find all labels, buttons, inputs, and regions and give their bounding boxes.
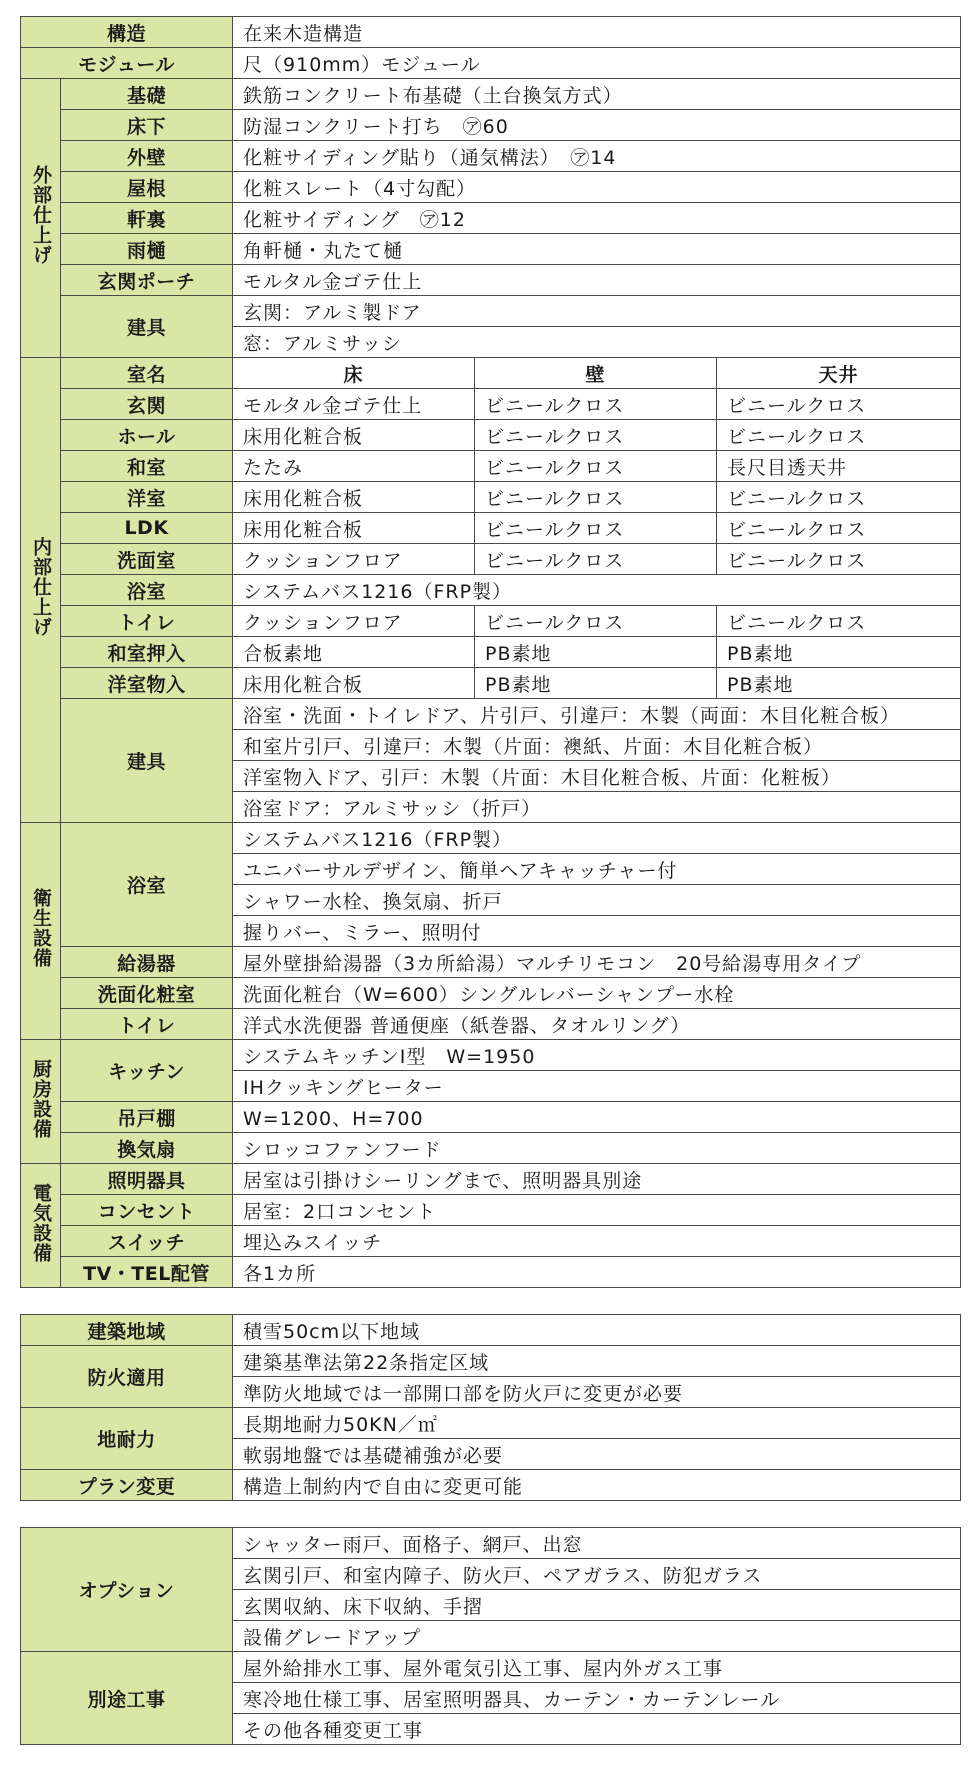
row-value: 建築基準法第22条指定区域 [233,1346,961,1377]
table-row [21,1040,961,1071]
row-value: 屋外給排水工事、屋外電気引込工事、屋内外ガス工事 [233,1652,961,1683]
table-header-row [21,358,961,389]
row-label: 基礎 [61,79,233,110]
ceiling-cell: 長尺目透天井 [717,451,961,482]
row-label: 外壁 [61,141,233,172]
ceiling-cell: ビニールクロス [717,389,961,420]
table-row [21,141,961,172]
ceiling-cell: ビニールクロス [717,606,961,637]
row-label: 浴室 [61,823,233,947]
row-value: 洗面化粧台（W=600）シングルレバーシャンプー水栓 [233,978,961,1009]
table-row [21,1009,961,1040]
wall-cell: ビニールクロス [475,420,717,451]
row-label: 地耐力 [21,1408,233,1470]
table-row [21,1408,961,1439]
row-label: モジュール [21,48,233,79]
row-value: シャワー水栓、換気扇、折戸 [233,885,961,916]
room-name: 和室押入 [61,637,233,668]
table-row [21,575,961,606]
table-row [21,79,961,110]
ceiling-cell: ビニールクロス [717,513,961,544]
table-row [21,1164,961,1195]
table-row [21,668,961,699]
row-label: 建築地域 [21,1315,233,1346]
floor-cell: 床用化粧合板 [233,420,475,451]
row-value: 在来木造構造 [233,17,961,48]
row-label: 軒裏 [61,203,233,234]
table-row [21,1470,961,1501]
row-value: 各1カ所 [233,1257,961,1288]
table-row [21,978,961,1009]
row-value: 鉄筋コンクリート布基礎（土台換気方式） [233,79,961,110]
row-value: 玄関引戸、和室内障子、防火戸、ペアガラス、防犯ガラス [233,1559,961,1590]
table-row [21,172,961,203]
ceiling-cell: ビニールクロス [717,544,961,575]
floor-cell: 床用化粧合板 [233,513,475,544]
row-label: 洗面化粧室 [61,978,233,1009]
floor-cell: たたみ [233,451,475,482]
table-row [21,1195,961,1226]
spec-table [20,16,961,1288]
row-value: 尺（910mm）モジュール [233,48,961,79]
column-header-room: 室名 [61,358,233,389]
group-label-kitchen [21,1040,61,1164]
row-value: 長期地耐力50KN／㎡ [233,1408,961,1439]
row-value: 埋込みスイッチ [233,1226,961,1257]
row-value: シャッター雨戸、面格子、網戸、出窓 [233,1528,961,1559]
row-label: 照明器具 [61,1164,233,1195]
table-row [21,17,961,48]
row-value: 和室片引戸、引違戸：木製（片面：襖紙、片面：木目化粧合板） [233,730,961,761]
wall-cell: ビニールクロス [475,544,717,575]
group-label-sanitary [21,823,61,1040]
row-value: システムバス1216（FRP製） [233,823,961,854]
row-value: 寒冷地仕様工事、居室照明器具、カーテン・カーテンレール [233,1683,961,1714]
table-row [21,296,961,327]
table-row [21,1652,961,1683]
group-label-electric [21,1164,61,1288]
column-header-wall: 壁 [475,358,717,389]
site-table [20,1314,961,1501]
ceiling-cell: PB素地 [717,637,961,668]
row-label: 防火適用 [21,1346,233,1408]
table-row [21,699,961,730]
row-value: 化粧サイディング貼り（通気構法） ㋐14 [233,141,961,172]
floor-cell: 床用化粧合板 [233,482,475,513]
group-label-text: 厨房設備 [30,1058,52,1139]
section-gap [20,1288,960,1314]
wall-cell: ビニールクロス [475,389,717,420]
room-name: トイレ [61,606,233,637]
room-name: 玄関 [61,389,233,420]
row-value: シロッコファンフード [233,1133,961,1164]
row-label: 床下 [61,110,233,141]
section-gap [20,1501,960,1527]
room-name: 和室 [61,451,233,482]
row-label: 構造 [21,17,233,48]
room-name: 洗面室 [61,544,233,575]
row-value: 玄関収納、床下収納、手摺 [233,1590,961,1621]
table-row [21,1226,961,1257]
row-label: プラン変更 [21,1470,233,1501]
floor-cell: モルタル金ゴテ仕上 [233,389,475,420]
row-value: 玄関：アルミ製ドア [233,296,961,327]
table-row [21,203,961,234]
table-row [21,947,961,978]
row-value: W=1200、H=700 [233,1102,961,1133]
row-value: 居室：2口コンセント [233,1195,961,1226]
row-value: 浴室ドア：アルミサッシ（折戸） [233,792,961,823]
row-value: 居室は引掛けシーリングまで、照明器具別途 [233,1164,961,1195]
group-label-text: 内部仕上げ [30,537,52,637]
bath-spec: システムバス1216（FRP製） [233,575,961,606]
floor-cell: クッションフロア [233,606,475,637]
group-label-text: 外部仕上げ [30,165,52,265]
row-value: 準防火地域では一部開口部を防火戸に変更が必要 [233,1377,961,1408]
row-value: 角軒樋・丸たて樋 [233,234,961,265]
table-row [21,637,961,668]
wall-cell: ビニールクロス [475,606,717,637]
table-row [21,1257,961,1288]
table-row [21,606,961,637]
row-label: 雨樋 [61,234,233,265]
column-header-floor: 床 [233,358,475,389]
row-label: TV・TEL配管 [61,1257,233,1288]
ceiling-cell: ビニールクロス [717,482,961,513]
row-value: 設備グレードアップ [233,1621,961,1652]
row-label: キッチン [61,1040,233,1102]
row-value: モルタル金ゴテ仕上 [233,265,961,296]
table-row [21,420,961,451]
row-value: 屋外壁掛給湯器（3カ所給湯）マルチリモコン 20号給湯専用タイプ [233,947,961,978]
table-row [21,1346,961,1377]
row-label: 玄関ポーチ [61,265,233,296]
table-row [21,544,961,575]
table-row [21,265,961,296]
wall-cell: PB素地 [475,668,717,699]
room-name: 浴室 [61,575,233,606]
table-row [21,823,961,854]
row-value: IHクッキングヒーター [233,1071,961,1102]
table-row [21,513,961,544]
spec-sheet [20,16,960,1745]
table-row [21,1102,961,1133]
row-label: 屋根 [61,172,233,203]
row-value: 化粧サイディング ㋐12 [233,203,961,234]
row-label: スイッチ [61,1226,233,1257]
table-row [21,1315,961,1346]
ceiling-cell: ビニールクロス [717,420,961,451]
group-label-text: 電気設備 [30,1182,52,1263]
row-value: 洋式水洗便器 普通便座（紙巻器、タオルリング） [233,1009,961,1040]
wall-cell: ビニールクロス [475,482,717,513]
row-value: システムキッチンI型 W=1950 [233,1040,961,1071]
room-name: ホール [61,420,233,451]
table-row [21,234,961,265]
row-label: コンセント [61,1195,233,1226]
room-name: 洋室物入 [61,668,233,699]
row-label: オプション [21,1528,233,1652]
group-label-text: 衛生設備 [30,888,52,968]
row-value: ユニバーサルデザイン、簡単ヘアキャッチャー付 [233,854,961,885]
table-row [21,482,961,513]
row-value: 構造上制約内で自由に変更可能 [233,1470,961,1501]
extras-table [20,1527,961,1745]
group-label-interior [21,358,61,823]
wall-cell: PB素地 [475,637,717,668]
group-label-exterior [21,79,61,358]
room-name: 洋室 [61,482,233,513]
row-value: 窓：アルミサッシ [233,327,961,358]
row-label: 建具 [61,699,233,823]
wall-cell: ビニールクロス [475,513,717,544]
row-value: その他各種変更工事 [233,1714,961,1745]
table-row [21,110,961,141]
table-row [21,48,961,79]
row-label: 別途工事 [21,1652,233,1745]
row-value: 浴室・洗面・トイレドア、片引戸、引違戸：木製（両面：木目化粧合板） [233,699,961,730]
table-row [21,389,961,420]
column-header-ceiling: 天井 [717,358,961,389]
row-label: 換気扇 [61,1133,233,1164]
row-value: 化粧スレート（4寸勾配） [233,172,961,203]
row-label: トイレ [61,1009,233,1040]
wall-cell: ビニールクロス [475,451,717,482]
table-row [21,1133,961,1164]
room-name: LDK [61,513,233,544]
table-row [21,1528,961,1559]
floor-cell: 合板素地 [233,637,475,668]
row-value: 洋室物入ドア、引戸：木製（片面：木目化粧合板、片面：化粧板） [233,761,961,792]
ceiling-cell: PB素地 [717,668,961,699]
row-label: 建具 [61,296,233,358]
row-value: 防湿コンクリート打ち ㋐60 [233,110,961,141]
row-value: 握りバー、ミラー、照明付 [233,916,961,947]
row-value: 軟弱地盤では基礎補強が必要 [233,1439,961,1470]
floor-cell: クッションフロア [233,544,475,575]
row-label: 吊戸棚 [61,1102,233,1133]
table-row [21,451,961,482]
floor-cell: 床用化粧合板 [233,668,475,699]
row-value: 積雪50cm以下地域 [233,1315,961,1346]
row-label: 給湯器 [61,947,233,978]
